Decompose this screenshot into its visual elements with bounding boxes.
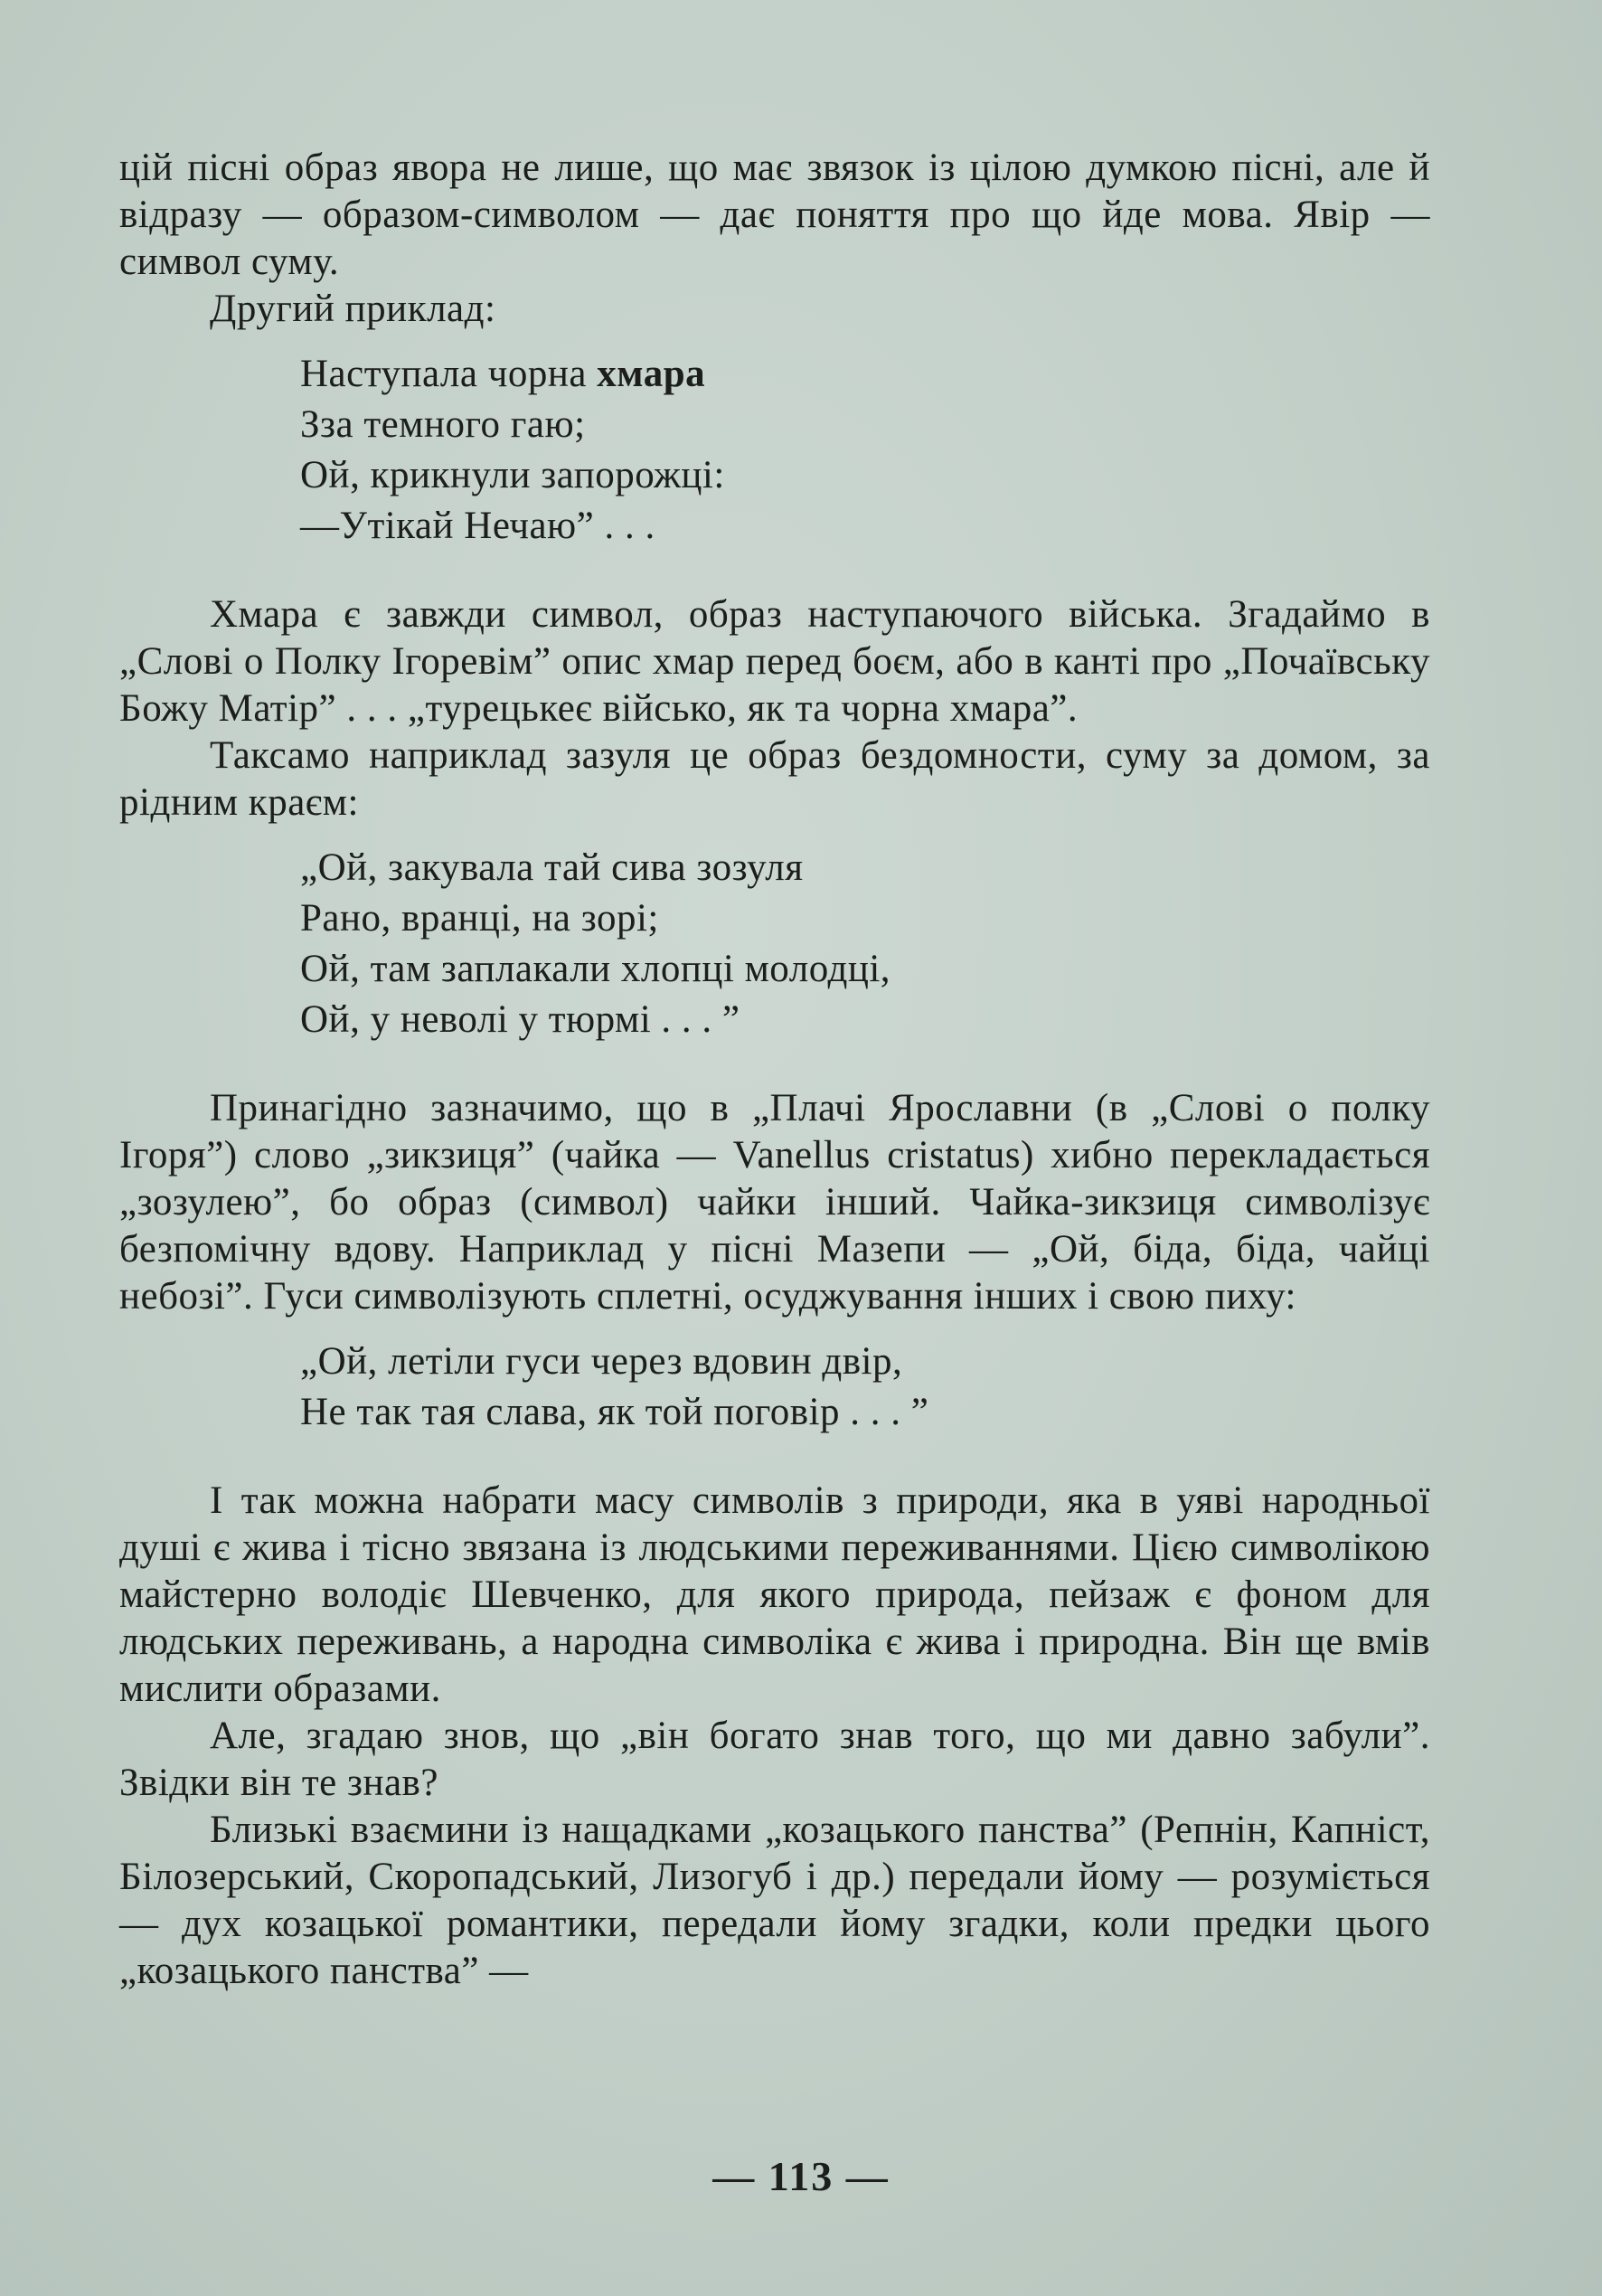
verse-cloud bbox=[300, 349, 1430, 552]
verse-line: Не так тая слава, як той поговір . . . ” bbox=[300, 1391, 929, 1433]
verse-line: „Ой, закувала тай сива зозуля bbox=[300, 846, 804, 889]
paragraph-relations: Близькі взаємини із нащадками „козацького панства” (Репнін, Капніст, Білозерський, Скоропадський, Лизогуб і др.) передали йому — розуміється — дух козацької романтики, передали йому згадки, коли предки цього „козацького панства” — bbox=[119, 1809, 1430, 1992]
example-lead: Другий приклад: bbox=[210, 288, 496, 330]
intro-paragraph: цій пісні образ явора не лише, що має звязок із цілою думкою пісні, але й відразу — образом-символом — дає поняття про що йде мова. Явір — символ суму. bbox=[119, 146, 1430, 283]
paragraph-remember: Але, згадаю знов, що „він богато знав того, що ми давно забули”. Звідки він те знав? bbox=[119, 1715, 1430, 1804]
verse-line: Ой, у неволі у тюрмі . . . ” bbox=[300, 998, 740, 1041]
verse-line-text: Наступала чорна bbox=[300, 353, 598, 395]
page-body bbox=[119, 145, 1430, 1995]
verse-geese bbox=[300, 1337, 1430, 1438]
verse-line: „Ой, летіли гуси через вдовин двір, bbox=[300, 1340, 903, 1383]
paragraph-symbols: І так можна набрати масу символів з природи, яка в уяві народньої душі є жива і тісно звязана із людськими переживаннями. Цією символікою майстерно володіє Шевченко, для якого природа, пейзаж є фоном для людських переживань, а народна символіка є жива і природна. Він ще вмів мислити образами. bbox=[119, 1479, 1430, 1710]
verse-bold-word: хмара bbox=[597, 353, 706, 395]
verse-cuckoo bbox=[300, 843, 1430, 1045]
verse-line: —Утікай Нечаю” . . . bbox=[300, 505, 655, 547]
paragraph-cloud: Хмара є завжди символ, образ наступаючого війська. Згадаймо в „Слові о Полку Ігоревім” опис хмар перед боєм, або в канті про „Почаївську Божу Матір” . . . „турецькеє військо, як та чорна хмара”. bbox=[119, 593, 1430, 730]
verse-line: Рано, вранці, на зорі; bbox=[300, 897, 659, 940]
verse-line: Ой, крикнули запорожці: bbox=[300, 454, 725, 496]
verse-line bbox=[300, 349, 1430, 400]
verse-line: Ой, там заплакали хлопці молодці, bbox=[300, 948, 891, 990]
paragraph-lament: Принагідно зазначимо, що в „Плачі Ярославни (в „Слові о полку Ігоря”) слово „зикзиця” (чайка — Vanellus cristatus) хибно перекладається „зозулею”, бо образ (символ) чайки інший. Чайка-зикзиця символізує безпомічну вдову. Наприклад у пісні Мазепи — „Ой, біда, біда, чайці небозі”. Гуси символізують сплетні, осуджування інших і свою пиху: bbox=[119, 1087, 1430, 1318]
verse-line: Зза темного гаю; bbox=[300, 403, 586, 446]
page-number: — 113 — bbox=[712, 2153, 890, 2199]
paragraph-cuckoo: Таксамо наприклад зазуля це образ бездомности, суму за домом, за рідним краєм: bbox=[119, 734, 1430, 824]
